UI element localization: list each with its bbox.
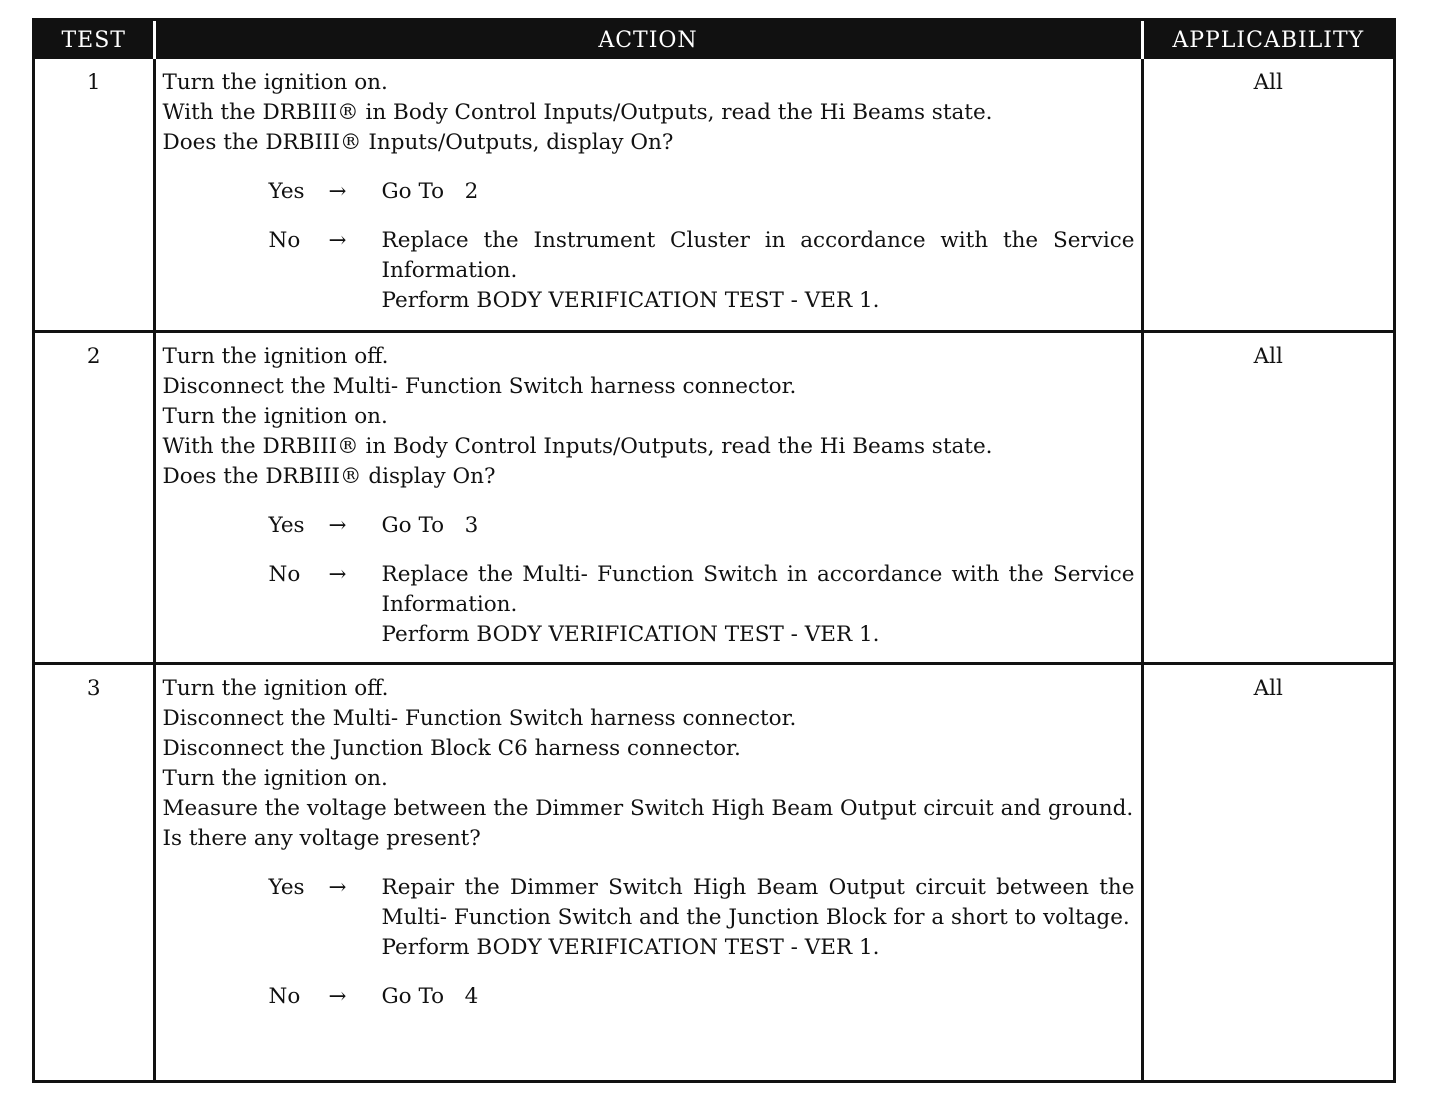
applicability-value: All bbox=[1142, 663, 1393, 1080]
arrow-icon: → bbox=[328, 179, 347, 204]
applicability-value: All bbox=[1142, 59, 1393, 331]
arrow-icon: → bbox=[328, 874, 347, 900]
action-step: Turn the ignition on. bbox=[162, 765, 388, 791]
yes-label: Yes bbox=[268, 512, 305, 538]
no-outcome bbox=[269, 226, 1135, 316]
yes-label: Yes bbox=[268, 874, 305, 900]
test-number: 3 bbox=[35, 663, 154, 1080]
yes-outcome bbox=[269, 511, 1135, 541]
action-step: Turn the ignition on. bbox=[162, 70, 388, 95]
arrow-icon: → bbox=[328, 561, 347, 587]
perform-instruction: Perform BODY VERIFICATION TEST - VER 1. bbox=[381, 934, 880, 960]
table-row bbox=[35, 59, 1393, 331]
no-result: Go To 4 bbox=[381, 983, 479, 1009]
diagnostic-table bbox=[35, 21, 1393, 1080]
action-cell bbox=[154, 331, 1142, 663]
action-step: Disconnect the Multi- Function Switch harness connector. bbox=[162, 373, 797, 399]
diagnostic-table-frame bbox=[32, 18, 1396, 1083]
action-step: With the DRBIII® in Body Control Inputs/Outputs, read the Hi Beams state. bbox=[162, 100, 993, 125]
action-step: Measure the voltage between the Dimmer Switch High Beam Output circuit and ground. bbox=[162, 795, 1134, 821]
yes-label: Yes bbox=[268, 179, 305, 204]
test-number: 2 bbox=[35, 331, 154, 663]
table-row bbox=[35, 331, 1393, 663]
perform-instruction: Perform BODY VERIFICATION TEST - VER 1. bbox=[381, 288, 880, 313]
test-number: 1 bbox=[86, 70, 101, 95]
yes-outcome bbox=[269, 873, 1135, 963]
header-applicability: APPLICABILITY bbox=[1142, 21, 1393, 59]
action-step: Does the DRBIII® display On? bbox=[162, 463, 496, 489]
yes-outcome bbox=[269, 177, 1135, 207]
arrow-icon: → bbox=[328, 228, 347, 253]
arrow-icon: → bbox=[328, 983, 347, 1009]
table-header-row bbox=[35, 21, 1393, 59]
action-step: Is there any voltage present? bbox=[162, 825, 481, 851]
yes-result: Go To 3 bbox=[381, 512, 479, 538]
action-step: Disconnect the Multi- Function Switch harness connector. bbox=[162, 705, 797, 731]
table-row bbox=[35, 663, 1393, 1080]
no-outcome bbox=[269, 560, 1135, 650]
applicability-value: All bbox=[1142, 331, 1393, 663]
no-label: No bbox=[268, 561, 301, 587]
yes-result: Go To 2 bbox=[381, 179, 479, 204]
arrow-icon: → bbox=[328, 512, 347, 538]
action-step: Disconnect the Junction Block C6 harness connector. bbox=[162, 735, 741, 761]
action-step: Turn the ignition on. bbox=[162, 403, 388, 429]
yes-result: Repair the Dimmer Switch High Beam Output circuit between the Multi- Function Switch and the Junction Block for a short to voltage. bbox=[381, 874, 1135, 930]
action-cell bbox=[154, 59, 1142, 331]
no-outcome bbox=[269, 982, 1135, 1012]
action-step: Turn the ignition off. bbox=[162, 675, 389, 701]
perform-instruction: Perform BODY VERIFICATION TEST - VER 1. bbox=[381, 621, 880, 647]
action-step: Does the DRBIII® Inputs/Outputs, display On? bbox=[162, 130, 674, 155]
no-result: Replace the Instrument Cluster in accordance with the Service Information. bbox=[381, 228, 1135, 283]
no-label: No bbox=[268, 983, 301, 1009]
action-step: Turn the ignition off. bbox=[162, 343, 389, 369]
header-test: TEST bbox=[35, 21, 154, 59]
action-step: With the DRBIII® in Body Control Inputs/Outputs, read the Hi Beams state. bbox=[162, 433, 993, 459]
no-result: Replace the Multi- Function Switch in accordance with the Service Information. bbox=[381, 561, 1135, 617]
action-cell bbox=[154, 663, 1142, 1080]
header-action: ACTION bbox=[154, 21, 1142, 59]
no-label: No bbox=[268, 228, 301, 253]
